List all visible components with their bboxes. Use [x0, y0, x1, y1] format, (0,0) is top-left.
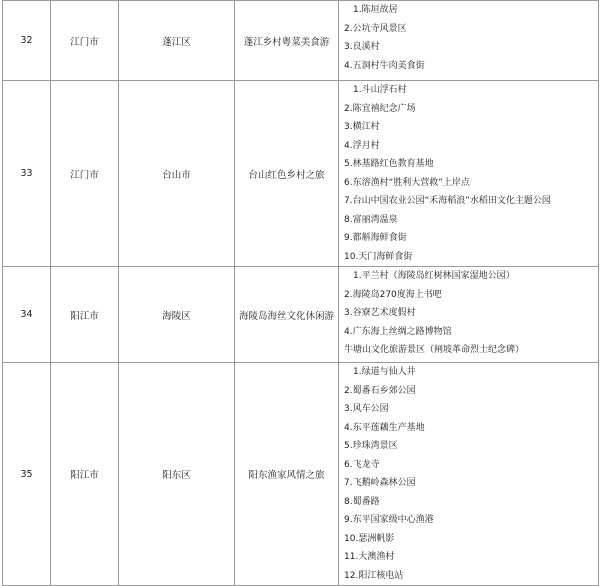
route-table-sheet [2, 0, 598, 586]
spot-item: 2.陈宜禧纪念广场 [344, 103, 416, 114]
spot-item: 3.风车公园 [344, 404, 389, 414]
spot-item: 2.海陵岛270度海上书吧 [344, 289, 442, 300]
city-cell: 江门市 [51, 1, 119, 81]
spot-item: 5.珍珠湾景区 [344, 441, 398, 451]
route-name-cell: 台山红色乡村之旅 [235, 81, 339, 267]
route-name-cell: 海陵岛海丝文化休闲游 [235, 267, 339, 363]
city-cell: 阳江市 [51, 267, 119, 363]
spot-item: 8.富丽湾温泉 [344, 214, 398, 225]
row-number: 35 [3, 363, 51, 586]
spot-item: 9.都斛海鲜食街 [344, 233, 407, 243]
row-number: 34 [3, 267, 51, 363]
spot-item: 4.五洞村牛肉美食街 [344, 60, 425, 71]
spot-item: 9.东平国家级中心渔港 [344, 515, 434, 525]
route-table [2, 0, 599, 586]
spot-item: 10.瑟洲帆影 [344, 533, 395, 544]
spot-item: 8.蜀番路 [344, 496, 380, 507]
table-row [3, 81, 599, 267]
spot-list-cell [339, 81, 599, 267]
district-cell: 阳东区 [119, 363, 235, 586]
spot-item: 6.东溶渔村“胜利大营救”上岸点 [344, 177, 470, 188]
table-row [3, 267, 599, 363]
spot-list-cell [339, 363, 599, 586]
city-cell: 阳江市 [51, 363, 119, 586]
spot-item: 3.良溪村 [344, 42, 380, 52]
route-name-cell: 蓬江乡村粤菜美食游 [235, 1, 339, 81]
spot-item: 7.台山中国农业公园“禾海稻浪”水稻田文化主题公园 [344, 196, 551, 206]
spot-list-cell [339, 267, 599, 363]
spot-item: 2.公坑寺风景区 [344, 23, 407, 34]
spot-item: 1.斗山浮石村 [353, 85, 407, 95]
spot-item: 1.平兰村（海陵岛红树林国家湿地公园） [353, 271, 515, 281]
spot-item: 7.飞鹅岭森林公园 [344, 478, 416, 488]
table-row [3, 363, 599, 586]
spot-item: 牛塘山文化旅游景区（闸坡革命烈士纪念碑） [344, 345, 525, 355]
spot-item: 10.天门海鲜食街 [344, 251, 413, 262]
district-cell: 蓬江区 [119, 1, 235, 81]
spot-item: 4.东平莲藕生产基地 [344, 422, 425, 433]
table-row [3, 1, 599, 81]
spot-item: 5.林基路红色教育基地 [344, 159, 434, 169]
city-cell: 江门市 [51, 81, 119, 267]
spot-item: 1.绿道与仙人井 [353, 367, 416, 377]
district-cell: 海陵区 [119, 267, 235, 363]
spot-item: 12.阳江核电站 [344, 570, 404, 581]
spot-item: 11.大澳渔村 [344, 552, 395, 562]
spot-item: 6.飞龙寺 [344, 459, 380, 470]
spot-item: 4.广东海上丝绸之路博物馆 [344, 326, 452, 337]
row-number: 32 [3, 1, 51, 81]
spot-item: 3.横江村 [344, 122, 380, 132]
spot-item: 2.蜀番石乡郊公园 [344, 385, 416, 396]
row-number: 33 [3, 81, 51, 267]
route-name-cell: 阳东渔家风情之旅 [235, 363, 339, 586]
district-cell: 台山市 [119, 81, 235, 267]
spot-item: 4.浮月村 [344, 140, 380, 151]
spot-item: 1.陈垣故居 [353, 5, 398, 15]
spot-list-cell [339, 1, 599, 81]
spot-item: 3.谷寮艺术度假村 [344, 308, 416, 318]
